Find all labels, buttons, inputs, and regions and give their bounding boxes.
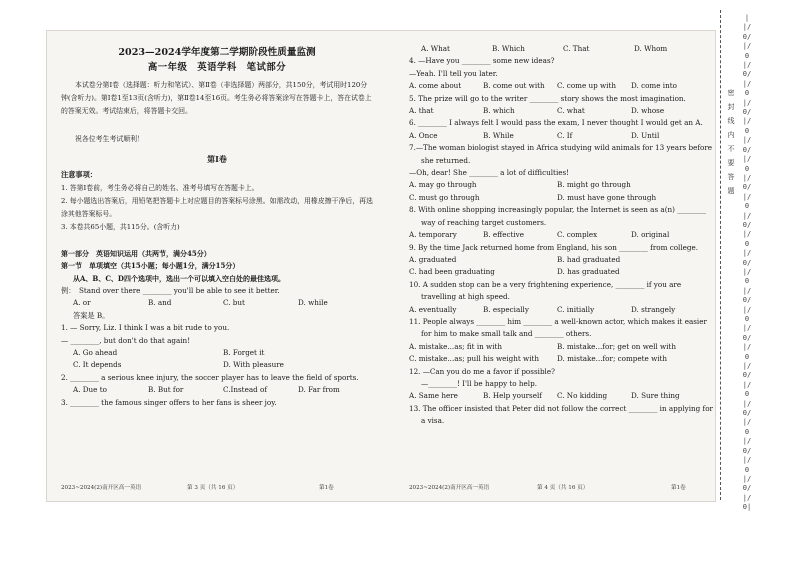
option: D. must have gone through — [557, 192, 657, 202]
option: D. Sure thing — [631, 391, 680, 401]
volume-heading: 第Ⅰ卷 — [207, 154, 227, 165]
binding-margin-label — [724, 86, 738, 198]
question-2-options — [61, 384, 373, 396]
option: A. may go through — [409, 180, 477, 190]
example-answer: 答案是 B。 — [73, 310, 110, 320]
margin-char: 线 — [727, 117, 735, 125]
subsection-heading: 第一节 单项填空（共15小题；每小题1分，满分15分） — [61, 261, 240, 271]
right-page — [409, 31, 713, 428]
question-1-reply: — ________, but don't do that again! — [61, 335, 191, 345]
note-item: 3. 本卷共65小题，共115分。(含听力) — [61, 222, 180, 231]
question-1-options — [61, 347, 373, 359]
question-10-stem: 10. A sudden stop can be a very frightening experience, ________ if you are — [409, 279, 682, 289]
binding-perforation-marks: ||/0/|/0|/0/|/0|/0/|/0|/0/|/0|/0/|/0|/0/|/0|/0/|/0|/0/|/0|/0/|/0|/0/|/0|/0/|/0|/0/|/0|/0/|/0| — [742, 14, 752, 512]
question-3-stem: 3. ________ the famous singer offers to her fans is sheer joy. — [61, 397, 277, 407]
option: A. Once — [409, 130, 438, 140]
option: D. mistake...for; compete with — [557, 354, 668, 364]
margin-char: 答 — [727, 173, 735, 181]
question-8-stem-cont: way of reaching target customers. — [421, 217, 547, 227]
option: B. While — [483, 130, 514, 140]
option: C. but — [223, 298, 245, 308]
option: C. initially — [557, 304, 595, 314]
footer-volume: 第1卷 — [671, 485, 686, 491]
option: C. No kidding — [557, 391, 608, 401]
option: B. and — [148, 298, 172, 308]
question-8-stem: 8. With online shopping increasingly popular, the Internet is seen as a(n) ________ — [409, 205, 706, 215]
footer-course: 2023~2024(2)南开区高一英语 — [61, 485, 142, 491]
margin-char: 题 — [727, 187, 735, 195]
option: B. Help yourself — [483, 391, 542, 401]
option: B. especially — [483, 304, 529, 314]
question-2-stem: 2. ________ a serious knee injury, the soccer player has to leave the field of sports. — [61, 372, 359, 382]
margin-char: 封 — [727, 103, 735, 111]
option: A. temporary — [409, 230, 457, 240]
question-9-options — [409, 254, 705, 266]
exam-notice: 本试卷分第Ⅰ卷（选择题：听力和笔试）、第Ⅱ卷（非选择题）两部分，共150分，考试用时120分钟(含听力)。第Ⅰ卷1至13页(含听力)，第Ⅱ卷14至16页。考生务必将答案涂写在答题卡上，答在试卷上的答案无效。考试结束后，将答题卡交回。 — [61, 81, 372, 116]
question-11-stem: 11. People always ________ him ________ a well-known actor, which makes it easier — [409, 316, 707, 326]
option: A. eventually — [409, 304, 457, 314]
option: A. that — [409, 106, 434, 116]
footer-page-number: 第 4 页（共 16 页） — [537, 485, 589, 491]
option: D. has graduated — [557, 267, 620, 277]
footer-volume: 第1卷 — [319, 485, 334, 491]
instruction: 从A、B、C、D四个选项中，选出一个可以填入空白处的最佳选项。 — [73, 273, 285, 283]
question-12-options — [409, 390, 705, 402]
question-7-options — [409, 192, 705, 204]
option: D. Until — [631, 130, 660, 140]
option: A. Due to — [73, 385, 107, 395]
option: D. strangely — [631, 304, 676, 314]
option: B. which — [483, 106, 515, 116]
question-5-options — [409, 105, 705, 117]
question-11-options — [409, 353, 705, 365]
option: B. mistake...for; get on well with — [557, 341, 676, 351]
footer-course: 2023~2024(2)南开区高一英语 — [409, 485, 490, 491]
option: A. Go ahead — [73, 348, 118, 358]
option: A. Same here — [409, 391, 458, 401]
option: B. But for — [148, 385, 184, 395]
option: D. Far from — [298, 385, 340, 395]
question-6-options — [409, 130, 705, 142]
option: C. It depends — [73, 360, 122, 370]
footer-page-number: 第 3 页（共 16 页） — [187, 485, 239, 491]
option: A. or — [73, 298, 91, 308]
margin-char: 不 — [727, 145, 735, 153]
note-item: 1. 答第Ⅰ卷前，考生务必将自己的姓名、准考号填写在答题卡上。 — [61, 183, 259, 192]
option: C. mistake...as; pull his weight with — [409, 354, 540, 364]
option: C.Instead of — [223, 385, 267, 395]
option: A. come about — [409, 81, 462, 91]
question-7-reply: —Oh, dear! She ________ a lot of difficulties! — [409, 168, 570, 178]
exam-title: 2023—2024学年度第二学期阶段性质量监测 — [118, 47, 316, 58]
question-10-options — [409, 304, 705, 316]
option: B. had graduated — [557, 254, 621, 264]
question-4-options — [409, 80, 705, 92]
question-7-options — [409, 179, 705, 191]
question-10-stem-cont: travelling at high speed. — [421, 292, 510, 302]
margin-char: 密 — [727, 89, 735, 97]
question-1-stem: 1. — Sorry, Liz. I think I was a bit rude to you. — [61, 323, 230, 333]
question-3-options — [409, 43, 705, 55]
exam-wish: 祝各位考生考试顺利！ — [75, 134, 144, 143]
option: B. Which — [492, 44, 525, 53]
option: C. must go through — [409, 192, 480, 202]
option: C. complex — [557, 230, 598, 240]
left-page — [61, 31, 373, 409]
option: D. original — [631, 230, 670, 240]
option: C. come up with — [557, 81, 617, 91]
question-12-reply: —________! I'll be happy to help. — [421, 378, 537, 388]
option: C. what — [557, 106, 585, 116]
question-6-stem: 6. ________ I always felt I would pass the exam, I never thought I would get an A. — [409, 118, 703, 128]
option: C. had been graduating — [409, 267, 495, 277]
question-12-stem: 12. —Can you do me a favor if possible? — [409, 366, 555, 376]
option: C. That — [563, 44, 590, 53]
question-9-stem: 9. By the time Jack returned home from England, his son ________ from college. — [409, 242, 699, 252]
option: B. Forget it — [223, 348, 265, 358]
option: A. graduated — [409, 254, 457, 264]
question-1-options — [61, 359, 373, 371]
question-9-options — [409, 266, 705, 278]
option: A. What — [421, 44, 450, 53]
question-13-stem: 13. The officer insisted that Peter did not follow the correct ________ in applying for — [409, 403, 713, 413]
option: D. Whom — [634, 44, 668, 53]
option: B. effective — [483, 230, 524, 240]
option: D. come into — [631, 81, 677, 91]
option: D. whose — [631, 106, 665, 116]
section-heading: 第一部分 英语知识运用（共两节，满分45分） — [61, 248, 211, 258]
option: C. If — [557, 130, 573, 140]
margin-char: 要 — [727, 159, 735, 167]
option: B. come out with — [483, 81, 545, 91]
example-stem: 例： Stand over there ________ you'll be able to see it better. — [61, 286, 280, 296]
question-7-stem-cont: she returned. — [421, 155, 471, 165]
option: D. while — [298, 298, 328, 308]
option: B. might go through — [557, 180, 631, 190]
question-11-options — [409, 341, 705, 353]
notes-title: 注意事项： — [61, 170, 97, 180]
option: A. mistake...as; fit in with — [409, 341, 503, 351]
question-7-stem: 7.—The woman biologist stayed in Africa studying wild animals for 13 years before — [409, 143, 713, 153]
question-4-stem: 4. —Have you ________ some new ideas? — [409, 56, 555, 66]
question-4-reply: —Yeah. I'll tell you later. — [409, 68, 498, 78]
option: D. With pleasure — [223, 360, 284, 370]
question-5-stem: 5. The prize will go to the writer ________ story shows the most imagination. — [409, 93, 686, 103]
scanned-paper — [46, 30, 716, 502]
exam-subtitle: 高一年级 英语学科 笔试部分 — [147, 62, 287, 73]
question-11-stem-cont: for him to make small talk and ________ others. — [421, 329, 592, 339]
note-item: 2. 每小题选出答案后，用铅笔把答题卡上对应题目的答案标号涂黑。如需改动，用橡皮擦干净后，再选涂其他答案标号。 — [61, 196, 373, 218]
question-13-stem-cont: a visa. — [421, 416, 445, 426]
margin-char: 内 — [727, 131, 735, 139]
question-8-options — [409, 229, 705, 241]
example-options — [61, 297, 373, 309]
